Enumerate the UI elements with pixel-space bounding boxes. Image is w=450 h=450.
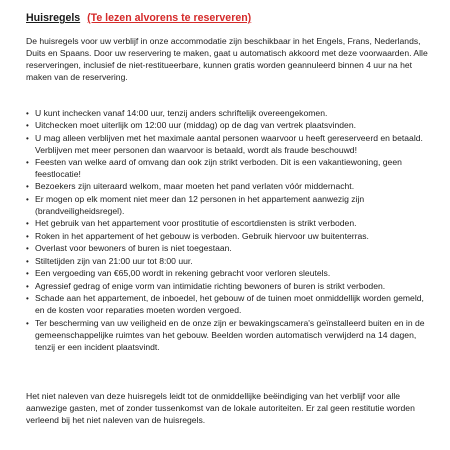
title-note: (Te lezen alvorens te reserveren) [87,12,252,24]
bullet-icon: • [26,294,29,304]
closing-paragraph: Het niet naleven van deze huisregels leidt tot de onmiddellijke beëindiging van het verblijf voor alle aanwezige gasten, met of zonder tussenkomst van de lokale autoriteiten. Er zal geen restitutie worden verleend bij het niet naleven van de huisregels. [26,391,415,426]
rule-item [26,133,430,157]
intro-paragraph: De huisregels voor uw verblijf in onze accommodatie zijn beschikbaar in het Engels, Frans, Nederlands, Duits en Spaans. Door uw reservering te maken, gaat u automatisch akkoord met deze voorwaarden. Alle reserveringen, inclusief de niet-restitueerbare, kunnen gratis worden geannuleerd binnen 4 uur na het maken van de reservering. [26,36,428,82]
rule-item [26,281,430,293]
bullet-icon: • [26,219,29,229]
bullet-icon: • [26,318,29,328]
page-title-row [26,12,430,25]
rule-item [26,120,430,132]
rule-text: Agressief gedrag of enige vorm van intimidatie richting bewoners of buren is strikt verboden. [35,280,386,291]
bullet-icon: • [26,121,29,131]
bullet-icon: • [26,194,29,204]
rule-text: Overlast voor bewoners of buren is niet toegestaan. [35,243,232,254]
rule-text: Roken in het appartement of het gebouw is verboden. Gebruik hiervoor uw buitenterras. [35,230,369,241]
rule-item [26,194,430,218]
rule-item [26,218,430,230]
bullet-icon: • [26,231,29,241]
bullet-icon: • [26,108,29,118]
rule-text: Uitchecken moet uiterlijk om 12:00 uur (middag) op de dag van vertrek plaatsvinden. [35,120,357,131]
bullet-icon: • [26,269,29,279]
rule-text: U kunt inchecken vanaf 14:00 uur, tenzij anders schriftelijk overeengekomen. [35,107,328,118]
rule-text: Schade aan het appartement, de inboedel, het gebouw of de tuinen moet onmiddellijk worden gemeld, en de kosten voor reparaties moeten worden vergoed. [35,293,424,316]
rule-text: Het gebruik van het appartement voor prostitutie of escortdiensten is strikt verboden. [35,218,357,229]
rule-text: Een vergoeding van €65,00 wordt in rekening gebracht voor verloren sleutels. [35,268,331,279]
rule-text: Er mogen op elk moment niet meer dan 12 personen in het appartement aanwezig zijn (brandveiligheidsregel). [35,193,365,216]
rule-item [26,157,430,181]
bullet-icon: • [26,182,29,192]
rule-text: U mag alleen verblijven met het maximale aantal personen waarvoor u heeft gereserveerd en betaald. Verblijven met meer personen dan waarvoor is betaald, wordt als fraude beschouwd! [35,132,423,155]
rule-text: Stiltetijden zijn van 21:00 uur tot 8:00 uur. [35,255,193,266]
bullet-icon: • [26,158,29,168]
rule-text: Feesten van welke aard of omvang dan ook zijn strikt verboden. Dit is een vakantiewoning, geen feestlocatie! [35,157,402,179]
rule-item [26,318,430,354]
bullet-icon: • [26,244,29,254]
rule-item [26,181,430,193]
rule-item [26,293,430,317]
rule-item [26,108,430,120]
page-title: Huisregels [26,12,81,24]
rule-item [26,268,430,280]
bullet-icon: • [26,133,29,143]
rules-list [26,108,430,354]
rule-item [26,231,430,243]
rule-text: Ter bescherming van uw veiligheid en de onze zijn er bewakingscamera's geïnstalleerd buiten en in de gemeenschappelijke ruimtes van het gebouw. Beelden worden automatisch verwijderd na 14 dagen, tenzij er een incident plaatsvindt. [35,317,425,352]
rule-item [26,256,430,268]
bullet-icon: • [26,281,29,291]
rule-text: Bezoekers zijn uiteraard welkom, maar moeten het pand verlaten vóór middernacht. [35,181,355,192]
rule-item [26,243,430,255]
bullet-icon: • [26,256,29,266]
